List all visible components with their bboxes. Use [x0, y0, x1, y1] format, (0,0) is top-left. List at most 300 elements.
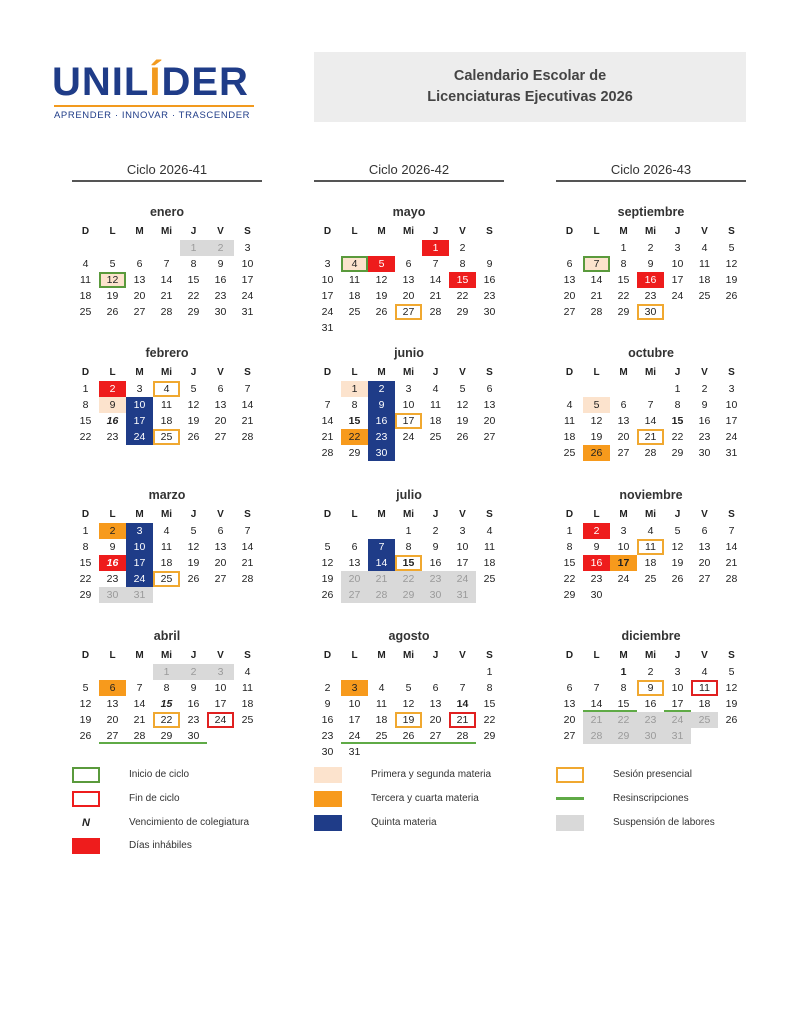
empty-cell: [422, 664, 449, 680]
empty-cell: [368, 523, 395, 539]
day-cell: 29: [563, 589, 576, 601]
empty-cell: [476, 320, 503, 336]
day-cell: 28: [368, 587, 395, 603]
legend-symbol: [556, 797, 584, 800]
weekday-label: M: [377, 509, 386, 520]
day-cell: 27: [617, 447, 630, 459]
day-cell: 20: [402, 290, 415, 302]
day-cell: 16: [644, 698, 657, 710]
day-cell: 7: [728, 525, 735, 537]
week-row: [72, 429, 262, 445]
day-cell: 30: [637, 304, 664, 320]
day-cell: 24: [449, 571, 476, 587]
weekday-label: D: [565, 367, 574, 378]
legend-symbol: [314, 767, 342, 783]
month-junio: [314, 345, 504, 461]
day-cell: 21: [160, 290, 173, 302]
day-cell: 19: [671, 557, 684, 569]
day-cell: 4: [486, 525, 493, 537]
empty-cell: [126, 664, 153, 680]
day-cell: 16: [214, 274, 227, 286]
weekday-label: S: [486, 650, 493, 661]
day-cell: 29: [79, 589, 92, 601]
day-cell: 10: [348, 698, 361, 710]
day-cell: 22: [610, 712, 637, 728]
day-cell: 30: [214, 306, 227, 318]
day-cell: 12: [671, 541, 684, 553]
weekday-label: D: [323, 509, 332, 520]
empty-cell: [72, 664, 99, 680]
day-cell: 6: [566, 682, 573, 694]
empty-cell: [449, 664, 476, 680]
day-cell: 13: [348, 557, 361, 569]
day-cell: 20: [483, 415, 496, 427]
day-cell: 12: [725, 682, 738, 694]
day-cell: 25: [348, 306, 361, 318]
weekday-label: Mi: [160, 650, 173, 661]
day-cell: 22: [341, 429, 368, 445]
day-cell: 20: [133, 290, 146, 302]
day-cell: 4: [244, 666, 251, 678]
cycle-underline: [314, 180, 504, 182]
day-cell: 7: [459, 682, 466, 694]
day-cell: 28: [241, 573, 254, 585]
day-cell: 26: [321, 589, 334, 601]
week-row: [314, 413, 504, 429]
day-cell: 6: [351, 541, 358, 553]
day-cell: 30: [368, 445, 395, 461]
day-cell: 16: [321, 714, 334, 726]
day-cell: 25: [698, 290, 711, 302]
day-cell: 29: [483, 730, 496, 742]
month-octubre: [556, 345, 746, 461]
day-cell: 20: [214, 415, 227, 427]
day-cell: 22: [617, 290, 630, 302]
week-row: [72, 256, 262, 272]
day-cell: 17: [610, 555, 637, 571]
day-cell: 16: [429, 557, 442, 569]
day-cell: 26: [395, 728, 422, 744]
day-cell: 14: [725, 541, 738, 553]
day-cell: 15: [160, 698, 173, 710]
day-cell: 9: [217, 258, 224, 270]
day-cell: 6: [486, 383, 493, 395]
day-cell: 7: [244, 525, 251, 537]
day-cell: 22: [456, 290, 469, 302]
weekday-label: D: [565, 509, 574, 520]
weekday-label: D: [565, 650, 574, 661]
empty-cell: [234, 587, 261, 603]
week-row: [556, 445, 746, 461]
day-cell: 6: [136, 258, 143, 270]
month-mayo: [314, 204, 504, 336]
day-cell: 28: [241, 431, 254, 443]
empty-cell: [691, 587, 718, 603]
day-cell: 11: [564, 415, 575, 427]
day-cell: 23: [368, 429, 395, 445]
weekday-label: J: [432, 367, 439, 378]
day-cell: 27: [214, 573, 227, 585]
day-cell: 2: [99, 523, 126, 539]
day-cell: 8: [82, 541, 89, 553]
day-cell: 20: [617, 431, 630, 443]
month-name: marzo: [148, 488, 186, 502]
day-cell: 8: [459, 258, 466, 270]
day-cell: 12: [590, 415, 603, 427]
day-cell: 13: [563, 698, 576, 710]
day-cell: 3: [341, 680, 368, 696]
day-cell: 29: [671, 447, 684, 459]
empty-cell: [476, 744, 503, 760]
weekday-header: [72, 365, 262, 381]
day-cell: 18: [698, 274, 711, 286]
day-cell: 4: [701, 242, 708, 254]
day-cell: 14: [241, 399, 254, 411]
empty-cell: [207, 587, 234, 603]
day-cell: 17: [725, 415, 738, 427]
day-cell: 13: [429, 698, 442, 710]
weekday-header: [314, 648, 504, 664]
day-cell: 15: [483, 698, 496, 710]
month-julio: [314, 487, 504, 603]
day-cell: 8: [674, 399, 681, 411]
week-row: [556, 696, 746, 712]
legend-symbol: [556, 767, 584, 783]
day-cell: 18: [348, 290, 361, 302]
day-cell: 10: [725, 399, 738, 411]
day-cell: 31: [348, 746, 361, 758]
day-cell: 18: [644, 557, 657, 569]
logo-wordmark: UNILÍDER: [52, 60, 249, 104]
day-cell: 2: [647, 666, 654, 678]
day-cell: 20: [563, 714, 576, 726]
day-cell: 24: [341, 728, 368, 744]
day-cell: 13: [563, 274, 576, 286]
week-row: [72, 523, 262, 539]
empty-cell: [368, 744, 395, 760]
day-cell: 2: [180, 664, 207, 680]
legend-symbol: [314, 815, 342, 831]
weekday-header: [556, 365, 746, 381]
week-row: [314, 256, 504, 272]
title-line-1: Calendario Escolar de: [453, 68, 607, 84]
day-cell: 29: [348, 447, 361, 459]
day-cell: 6: [432, 682, 439, 694]
month-name: diciembre: [621, 629, 681, 643]
day-cell: 7: [368, 539, 395, 555]
day-cell: 3: [244, 242, 251, 254]
empty-cell: [556, 381, 583, 397]
month-enero: [72, 204, 262, 320]
empty-cell: [368, 320, 395, 336]
empty-cell: [449, 445, 476, 461]
day-cell: 25: [691, 712, 718, 728]
week-row: [556, 664, 746, 680]
day-cell: 22: [187, 290, 200, 302]
day-cell: 27: [698, 573, 711, 585]
weekday-label: V: [459, 367, 466, 378]
day-cell: 18: [375, 714, 388, 726]
day-cell: 9: [99, 397, 126, 413]
day-cell: 6: [217, 383, 224, 395]
month-name: agosto: [388, 629, 430, 643]
cycle-underline: [72, 180, 262, 182]
day-cell: 27: [214, 431, 227, 443]
day-cell: 5: [728, 666, 735, 678]
day-cell: 17: [214, 698, 227, 710]
day-cell: 6: [701, 525, 708, 537]
day-cell: 13: [617, 415, 630, 427]
day-cell: 5: [674, 525, 681, 537]
day-cell: 7: [244, 383, 251, 395]
day-cell: 3: [136, 383, 143, 395]
weekday-label: L: [109, 509, 116, 520]
day-cell: 3: [459, 525, 466, 537]
weekday-header: [314, 224, 504, 240]
day-cell: 18: [483, 557, 496, 569]
day-cell: 26: [375, 306, 388, 318]
day-cell: 19: [79, 714, 92, 726]
day-cell: 28: [583, 728, 610, 744]
weekday-label: S: [244, 650, 251, 661]
weekday-label: J: [190, 509, 197, 520]
day-cell: 7: [583, 256, 610, 272]
day-cell: 5: [190, 525, 197, 537]
day-cell: 25: [429, 431, 442, 443]
day-cell: 3: [674, 242, 681, 254]
empty-cell: [583, 381, 610, 397]
empty-cell: [341, 664, 368, 680]
day-cell: 21: [321, 431, 334, 443]
week-row: [314, 240, 504, 256]
day-cell: 25: [563, 447, 576, 459]
month-noviembre: [556, 487, 746, 603]
day-cell: 1: [341, 381, 368, 397]
day-cell: 11: [80, 274, 91, 286]
day-cell: 19: [725, 274, 738, 286]
day-cell: 18: [160, 415, 173, 427]
month-marzo: [72, 487, 262, 603]
day-cell: 10: [241, 258, 254, 270]
day-cell: 11: [430, 399, 441, 411]
legend-label: Inicio de ciclo: [129, 769, 190, 780]
empty-cell: [153, 587, 180, 603]
week-row: [314, 587, 504, 603]
weekday-label: S: [486, 226, 493, 237]
empty-cell: [314, 381, 341, 397]
month-name: julio: [396, 488, 422, 502]
day-cell: 15: [348, 415, 361, 427]
week-row: [72, 272, 262, 288]
day-cell: 21: [241, 415, 254, 427]
day-cell: 30: [180, 728, 207, 744]
weekday-label: V: [701, 226, 708, 237]
weekday-label: S: [728, 509, 735, 520]
weekday-label: Mi: [402, 509, 415, 520]
day-cell: 12: [725, 258, 738, 270]
day-cell: 26: [187, 573, 200, 585]
weekday-label: J: [432, 509, 439, 520]
day-cell: 9: [190, 682, 197, 694]
day-cell: 27: [422, 728, 449, 744]
day-cell: 4: [701, 666, 708, 678]
day-cell: 13: [106, 698, 119, 710]
empty-cell: [637, 381, 664, 397]
month-diciembre: [556, 628, 746, 744]
day-cell: 17: [671, 274, 684, 286]
day-cell: 10: [671, 258, 684, 270]
day-cell: 29: [617, 306, 630, 318]
empty-cell: [395, 240, 422, 256]
month-name: septiembre: [617, 205, 685, 219]
day-cell: 19: [106, 290, 119, 302]
empty-cell: [422, 320, 449, 336]
day-cell: 9: [368, 397, 395, 413]
empty-cell: [583, 240, 610, 256]
weekday-label: M: [135, 650, 144, 661]
weekday-label: V: [701, 650, 708, 661]
day-cell: 12: [99, 272, 126, 288]
empty-cell: [422, 744, 449, 760]
day-cell: 29: [456, 306, 469, 318]
weekday-label: L: [351, 367, 358, 378]
weekday-label: L: [109, 226, 116, 237]
day-cell: 25: [368, 728, 395, 744]
day-cell: 22: [153, 712, 180, 728]
day-cell: 14: [583, 696, 610, 712]
weekday-label: L: [593, 226, 600, 237]
day-cell: 14: [456, 698, 469, 710]
day-cell: 5: [728, 242, 735, 254]
day-cell: 5: [459, 383, 466, 395]
day-cell: 1: [422, 240, 449, 256]
day-cell: 12: [79, 698, 92, 710]
week-row: [314, 539, 504, 555]
day-cell: 27: [99, 728, 126, 744]
day-cell: 10: [671, 682, 684, 694]
day-cell: 8: [620, 258, 627, 270]
day-cell: 1: [82, 525, 89, 537]
weekday-label: J: [674, 509, 681, 520]
day-cell: 2: [207, 240, 234, 256]
week-row: [556, 272, 746, 288]
day-cell: 20: [341, 571, 368, 587]
day-cell: 18: [241, 698, 254, 710]
day-cell: 30: [698, 447, 711, 459]
day-cell: 14: [368, 555, 395, 571]
legend-symbol: [72, 791, 100, 807]
empty-cell: [691, 728, 718, 744]
day-cell: 18: [563, 431, 576, 443]
day-cell: 24: [207, 712, 234, 728]
month-septiembre: [556, 204, 746, 320]
weekday-label: L: [351, 509, 358, 520]
month-agosto: [314, 628, 504, 760]
legend-symbol: [314, 791, 342, 807]
day-cell: 23: [483, 290, 496, 302]
day-cell: 21: [583, 712, 610, 728]
day-cell: 8: [163, 682, 170, 694]
empty-cell: [395, 445, 422, 461]
day-cell: 31: [241, 306, 254, 318]
unilider-logo: [52, 52, 262, 124]
empty-cell: [395, 320, 422, 336]
day-cell: 17: [664, 696, 691, 712]
day-cell: 19: [395, 712, 422, 728]
day-cell: 30: [637, 728, 664, 744]
day-cell: 2: [432, 525, 439, 537]
day-cell: 4: [153, 381, 180, 397]
weekday-label: J: [674, 226, 681, 237]
day-cell: 22: [79, 431, 92, 443]
day-cell: 30: [590, 589, 603, 601]
empty-cell: [153, 240, 180, 256]
empty-cell: [691, 304, 718, 320]
day-cell: 11: [161, 399, 172, 411]
week-row: [72, 696, 262, 712]
weekday-label: D: [323, 650, 332, 661]
day-cell: 26: [106, 306, 119, 318]
day-cell: 7: [593, 682, 600, 694]
day-cell: 2: [583, 523, 610, 539]
week-row: [556, 555, 746, 571]
day-cell: 27: [341, 587, 368, 603]
empty-cell: [126, 240, 153, 256]
day-cell: 16: [187, 698, 200, 710]
day-cell: 15: [395, 555, 422, 571]
day-cell: 23: [187, 714, 200, 726]
day-cell: 8: [351, 399, 358, 411]
week-row: [72, 381, 262, 397]
day-cell: 9: [324, 698, 331, 710]
cycle-label: Ciclo 2026-42: [368, 162, 450, 177]
day-cell: 12: [321, 557, 334, 569]
weekday-label: S: [728, 226, 735, 237]
day-cell: 25: [644, 573, 657, 585]
week-row: [556, 240, 746, 256]
day-cell: 17: [126, 555, 153, 571]
empty-cell: [556, 664, 583, 680]
weekday-label: Mi: [160, 509, 173, 520]
day-cell: 15: [671, 415, 684, 427]
month-febrero: [72, 345, 262, 445]
day-cell: 1: [153, 664, 180, 680]
day-cell: 13: [698, 541, 711, 553]
empty-cell: [314, 240, 341, 256]
day-cell: 20: [429, 714, 442, 726]
day-cell: 10: [126, 539, 153, 555]
day-cell: 29: [153, 728, 180, 744]
day-cell: 5: [109, 258, 116, 270]
day-cell: 19: [187, 557, 200, 569]
week-row: [556, 397, 746, 413]
weekday-label: D: [81, 509, 90, 520]
day-cell: 11: [691, 680, 718, 696]
month-name: febrero: [145, 346, 189, 360]
empty-cell: [234, 728, 261, 744]
title-box: [314, 52, 746, 122]
day-cell: 6: [566, 258, 573, 270]
day-cell: 4: [432, 383, 439, 395]
day-cell: 9: [432, 541, 439, 553]
empty-cell: [718, 304, 745, 320]
legend-symbol: [72, 838, 100, 854]
weekday-label: M: [377, 226, 386, 237]
week-row: [556, 680, 746, 696]
week-row: [314, 712, 504, 728]
day-cell: 10: [214, 682, 227, 694]
day-cell: 9: [593, 541, 600, 553]
